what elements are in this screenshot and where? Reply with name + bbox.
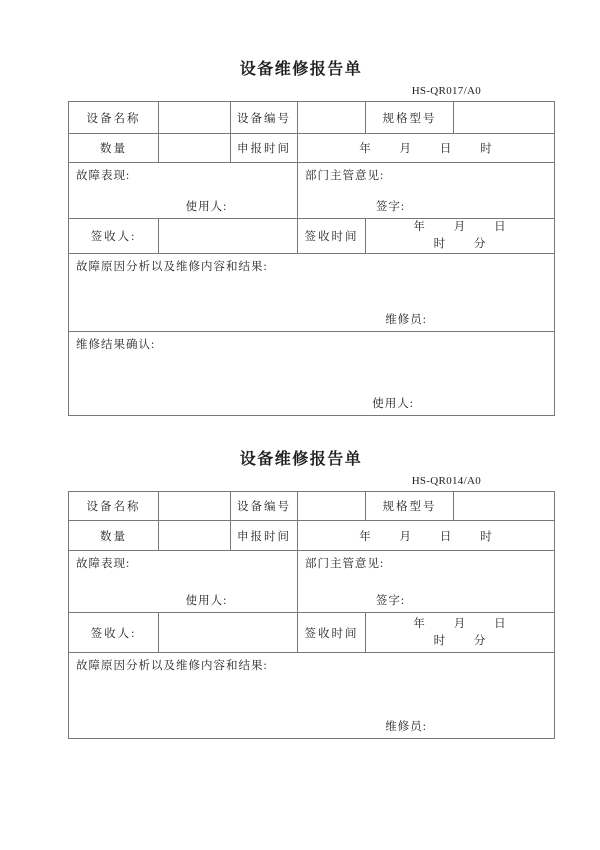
report-time-label: 申报时间 — [231, 521, 298, 551]
doc-code: HS-QR017/A0 — [411, 85, 481, 98]
quantity-label: 数量 — [69, 134, 159, 163]
quantity-label: 数量 — [69, 521, 159, 551]
receive-time-line1: 年 月 日 — [413, 617, 507, 630]
spec-model-label: 规格型号 — [366, 492, 454, 521]
table-row — [69, 134, 555, 163]
fault-symptom-cell — [69, 551, 298, 613]
fault-symptom-label: 故障表现: — [76, 558, 131, 571]
repair-report-table — [68, 101, 555, 416]
signature-label: 签字: — [375, 201, 406, 214]
receive-time-line2: 时 分 — [433, 238, 487, 251]
table-row — [69, 102, 555, 134]
receiver-value — [159, 219, 298, 254]
report-time-units: 年 月 日 时 — [298, 521, 555, 551]
repairer-label: 维修员: — [385, 314, 427, 327]
report-time-units: 年 月 日 时 — [298, 134, 555, 163]
dept-manager-opinion-label: 部门主管意见: — [305, 558, 385, 571]
spec-model-value — [454, 102, 555, 134]
repair-report-form-1 — [68, 0, 554, 416]
device-no-value — [298, 102, 366, 134]
quantity-value — [159, 134, 231, 163]
table-row — [69, 551, 555, 613]
quantity-value — [159, 521, 231, 551]
table-row — [69, 521, 555, 551]
receiver-label: 签收人: — [69, 219, 159, 254]
repair-report-table — [68, 491, 555, 739]
user-sign-label: 使用人: — [185, 201, 228, 214]
signature-label: 签字: — [375, 595, 406, 608]
receive-time-label: 签收时间 — [298, 613, 366, 653]
receive-time-units — [366, 613, 555, 653]
dept-manager-opinion-cell — [298, 551, 555, 613]
receiver-value — [159, 613, 298, 653]
repair-result-confirm-cell — [69, 332, 555, 416]
table-row — [69, 613, 555, 653]
form-title: 设备维修报告单 — [239, 61, 363, 78]
table-row — [69, 653, 555, 739]
table-row — [69, 254, 555, 332]
receiver-label: 签收人: — [69, 613, 159, 653]
repair-report-form-2 — [68, 416, 554, 739]
receive-time-label: 签收时间 — [298, 219, 366, 254]
receive-time-units — [366, 219, 555, 254]
result-user-sign-label: 使用人: — [372, 398, 414, 411]
repair-result-confirm-label: 维修结果确认: — [76, 339, 156, 352]
repairer-label: 维修员: — [385, 721, 427, 734]
table-row — [69, 492, 555, 521]
device-name-label: 设备名称 — [69, 102, 159, 134]
dept-manager-opinion-cell — [298, 163, 555, 219]
device-name-value — [159, 492, 231, 521]
doc-code: HS-QR014/A0 — [411, 475, 481, 488]
report-time-label: 申报时间 — [231, 134, 298, 163]
spec-model-label: 规格型号 — [366, 102, 454, 134]
table-row — [69, 219, 555, 254]
device-no-label: 设备编号 — [231, 102, 298, 134]
fault-analysis-cell — [69, 254, 555, 332]
device-no-value — [298, 492, 366, 521]
form-title: 设备维修报告单 — [239, 451, 363, 469]
spec-model-value — [454, 492, 555, 521]
user-sign-label: 使用人: — [185, 595, 228, 608]
table-row — [69, 163, 555, 219]
dept-manager-opinion-label: 部门主管意见: — [305, 170, 385, 183]
device-name-label: 设备名称 — [69, 492, 159, 521]
fault-analysis-cell — [69, 653, 555, 739]
device-no-label: 设备编号 — [231, 492, 298, 521]
table-row — [69, 332, 555, 416]
fault-analysis-label: 故障原因分析以及维修内容和结果: — [76, 660, 268, 673]
receive-time-line2: 时 分 — [433, 634, 487, 647]
fault-analysis-label: 故障原因分析以及维修内容和结果: — [76, 261, 268, 274]
receive-time-line1: 年 月 日 — [413, 221, 507, 234]
fault-symptom-label: 故障表现: — [76, 170, 131, 183]
fault-symptom-cell — [69, 163, 298, 219]
device-name-value — [159, 102, 231, 134]
